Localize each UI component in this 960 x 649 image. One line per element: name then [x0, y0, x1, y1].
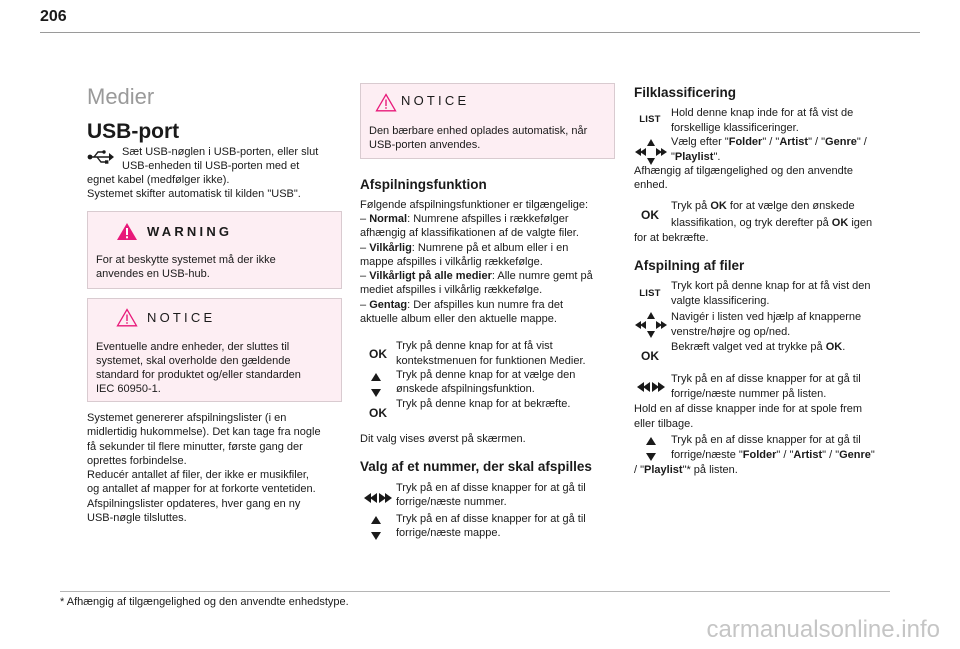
- notice-title: NOTICE: [401, 93, 470, 108]
- file-class-list-line-2: forskellige klassificeringer.: [671, 122, 799, 134]
- usb-body-line-7: Afspilningslister opdateres, hver gang en ny: [87, 498, 301, 510]
- file-play-list-line-1: Tryk kort på denne knap for at få vist den: [671, 280, 871, 292]
- usb-body-line-6: og antallet af mapper for at forkorte ventetiden.: [87, 483, 316, 495]
- file-play-lr-line-1: Tryk på en af disse knapper for at gå til: [671, 373, 861, 385]
- playback-ud-line-2: ønskede afspilningsfunktion.: [396, 383, 535, 395]
- usb-port-heading: USB-port: [87, 120, 180, 143]
- list-button-icon: LIST: [639, 113, 661, 125]
- file-play-nav-line-1: Navigér i listen ved hjælp af knapperne: [671, 311, 862, 323]
- warning-line-2: anvendes en USB-hub.: [96, 268, 210, 280]
- usb-body-line-3: få sekunder til flere minutter, første gang der: [87, 441, 303, 453]
- usb-intro-line-3: egnet kabel (medfølger ikke).: [87, 174, 230, 186]
- playback-line-3: afhængig af klassifikationen af de valgte filer.: [360, 227, 579, 239]
- usb-body-line-4: oprettes forbindelse.: [87, 455, 187, 467]
- up-down-arrows-icon: [370, 372, 382, 403]
- select-track-ud-line-1: Tryk på en af disse knapper for at gå til: [396, 513, 586, 525]
- warning-title: WARNING: [147, 224, 233, 239]
- playback-heading: Afspilningsfunktion: [360, 177, 487, 192]
- notice-line-1: Eventuelle andre enheder, der sluttes til: [96, 341, 290, 353]
- four-way-arrows-icon: [635, 311, 667, 344]
- file-play-ok-line: Bekræft valget ved at trykke på OK.: [671, 341, 846, 353]
- notice-line-4: IEC 60950-1.: [96, 383, 161, 395]
- playback-line-8: – Gentag: Der afspilles kun numre fra det: [360, 299, 563, 311]
- ok-button-icon: OK: [641, 349, 659, 363]
- usb-body-line-5: Reducér antallet af filer, der ikke er musikfiler,: [87, 469, 309, 481]
- file-play-list-line-2: valgte klassificering.: [671, 295, 770, 307]
- ok-button-icon: OK: [641, 208, 659, 222]
- footnote-divider: [60, 591, 890, 592]
- playback-line-1: Følgende afspilningsfunktioner er tilgængelige:: [360, 199, 589, 211]
- select-track-lr-line-2: forrige/næste nummer.: [396, 496, 507, 508]
- warning-triangle-icon: [116, 222, 138, 246]
- notice2-line-2: USB-porten anvendes.: [369, 139, 481, 151]
- playback-ok2-line: Tryk på denne knap for at bekræfte.: [396, 398, 571, 410]
- page-number: 206: [40, 8, 67, 25]
- usb-intro-line-4: Systemet skifter automatisk til kilden "USB".: [87, 188, 301, 200]
- file-play-ud-line-2: forrige/næste "Folder" / "Artist" / "Genre": [671, 449, 875, 461]
- notice-title: NOTICE: [147, 310, 216, 325]
- file-class-dep-line-2: enhed.: [634, 179, 668, 191]
- watermark: carmanualsonline.info: [706, 616, 940, 643]
- file-play-nav-line-2: venstre/højre og op/ned.: [671, 326, 791, 338]
- warning-line-1: For at beskytte systemet må der ikke: [96, 254, 276, 266]
- playback-line-4: – Vilkårlig: Numrene på et album eller i en: [360, 242, 569, 254]
- file-class-ok-line-3: for at bekræfte.: [634, 232, 709, 244]
- file-play-hold-line-1: Hold en af disse knapper inde for at spole frem: [634, 403, 863, 415]
- usb-intro-line-2: USB-enheden til USB-porten med et: [122, 160, 300, 172]
- playback-ud-line-1: Tryk på denne knap for at vælge den: [396, 369, 576, 381]
- file-play-hold-line-2: eller tilbage.: [634, 418, 694, 430]
- left-right-arrows-icon: [636, 379, 666, 397]
- ok-button-icon: OK: [369, 347, 387, 361]
- file-classification-heading: Filklassificering: [634, 85, 737, 100]
- footnote: * Afhængig af tilgængelighed og den anvendte enhedstype.: [60, 596, 349, 608]
- playback-line-5: mappe afspilles i vilkårlig rækkefølge.: [360, 256, 543, 268]
- playback-ok-line-2: kontekstmenuen for funktionen Medier.: [396, 355, 586, 367]
- file-class-dep-line-1: Afhængig af tilgængelighed og den anvendte: [634, 165, 853, 177]
- playback-result-line: Dit valg vises øverst på skærmen.: [360, 433, 526, 445]
- playback-line-9: aktuelle album eller den aktuelle mappe.: [360, 313, 557, 325]
- notice-triangle-icon: [375, 93, 397, 117]
- file-class-ok-line-2: klassifikation, og tryk derefter på OK igen: [671, 217, 873, 229]
- warning-box: [87, 211, 342, 289]
- notice-triangle-icon: [116, 308, 138, 332]
- ok-button-icon: OK: [369, 406, 387, 420]
- list-button-icon: LIST: [639, 287, 661, 299]
- file-play-ud-line-3: / "Playlist"* på listen.: [634, 464, 738, 476]
- header-divider: [40, 32, 920, 33]
- file-class-ok-line-1: Tryk på OK for at vælge den ønskede: [671, 200, 855, 212]
- usb-body-line-2: midlertidig hukommelse). Det kan tage fra nogle: [87, 426, 321, 438]
- notice2-line-1: Den bærbare enhed oplades automatisk, når: [369, 125, 588, 137]
- notice-line-2: systemet, skal overholde den gældende: [96, 355, 291, 367]
- notice-box-charging: [360, 83, 615, 159]
- select-track-ud-line-2: forrige/næste mappe.: [396, 527, 501, 539]
- up-down-arrows-icon: [370, 515, 382, 546]
- left-right-arrows-icon: [363, 490, 393, 508]
- notice-line-3: standard for produktet og/eller standarden: [96, 369, 301, 381]
- file-play-lr-line-2: forrige/næste nummer på listen.: [671, 388, 827, 400]
- playback-line-2: – Normal: Numrene afspilles i rækkefølger: [360, 213, 569, 225]
- usb-intro-line-1: Sæt USB-nøglen i USB-porten, eller slut: [122, 146, 319, 158]
- file-play-ud-line-1: Tryk på en af disse knapper for at gå til: [671, 434, 861, 446]
- section-title: Medier: [87, 84, 155, 109]
- file-class-nav-line-2: "Playlist".: [671, 151, 721, 163]
- playback-line-7: mediet afspilles i vilkårlig rækkefølge.: [360, 284, 543, 296]
- select-track-heading: Valg af et nummer, der skal afspilles: [360, 459, 592, 474]
- usb-body-line-8: USB-nøgle tilsluttes.: [87, 512, 187, 524]
- notice-box-usb: [87, 298, 342, 402]
- usb-icon: [87, 149, 115, 170]
- playback-ok-line-1: Tryk på denne knap for at få vist: [396, 340, 553, 352]
- usb-body-line-1: Systemet genererer afspilningslister (i en: [87, 412, 287, 424]
- file-class-nav-line-1: Vælg efter "Folder" / "Artist" / "Genre" /: [671, 136, 867, 148]
- file-class-list-line-1: Hold denne knap inde for at få vist de: [671, 107, 854, 119]
- playback-line-6: – Vilkårligt på alle medier: Alle numre gemt på: [360, 270, 593, 282]
- file-playback-heading: Afspilning af filer: [634, 258, 745, 273]
- select-track-lr-line-1: Tryk på en af disse knapper for at gå til: [396, 482, 586, 494]
